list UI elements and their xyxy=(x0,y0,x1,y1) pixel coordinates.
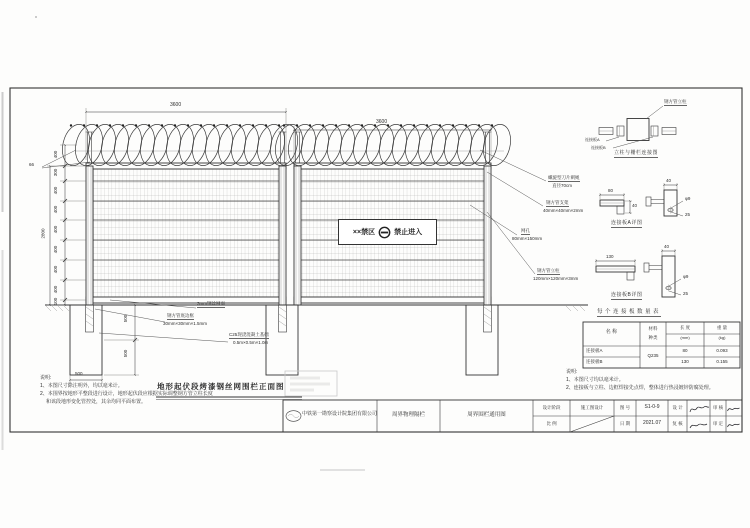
notes-right-title: 说明: xyxy=(566,369,578,375)
titleblock-review-label: 复 核 xyxy=(672,421,683,426)
dim-footing-width: 500 xyxy=(75,371,83,376)
plate-b-hole-dia: φ9 xyxy=(683,274,689,279)
callout-bracket-spec: 40mm×40mm×2mm xyxy=(543,208,584,213)
table-material-value: Q235 xyxy=(647,353,659,358)
detail-conn-caption: 立柱与栅栏连接图 xyxy=(614,151,658,158)
titleblock-no-label: 图 号 xyxy=(619,405,631,410)
plate-a-caption: 连接板A详图 xyxy=(611,221,642,228)
dim-chain-3: 400 xyxy=(53,205,59,214)
table-row-a-weight: 0.093 xyxy=(716,348,728,353)
callout-tiny-mark: 66 xyxy=(29,162,35,167)
callout-column: 钢方管立柱 xyxy=(537,268,560,273)
top-rail-1 xyxy=(86,163,286,169)
plate-b-length: 130 xyxy=(606,254,614,259)
notes-left-title: 说明: xyxy=(40,375,52,381)
table-row-b-weight: 0.155 xyxy=(716,359,728,364)
plate-a-length: 80 xyxy=(608,188,614,193)
table-row-a-length: 80 xyxy=(682,348,688,353)
notes-right-1: 1、本图尺寸均以毫米计。 xyxy=(566,377,624,383)
bottom-rail-1 xyxy=(86,297,286,303)
fence-elevation xyxy=(45,121,588,375)
plate-b-caption: 连接板B详图 xyxy=(611,293,642,300)
callout-razor-wire-spec: 直径70cm xyxy=(552,183,573,188)
detail-conn-plate-b-label: 连接板B xyxy=(591,145,606,150)
dim-footing-upper: 500 xyxy=(123,314,129,323)
callout-mesh-hole-spec: 80mm×150mm xyxy=(512,236,543,241)
dim-chain-6: 400 xyxy=(53,265,59,274)
titleblock-date-label: 日 期 xyxy=(619,421,631,426)
table-header-weight-unit: (kg) xyxy=(718,335,726,340)
plate-b-width: 40 xyxy=(664,244,670,249)
callout-mesh-face: 3mm钢丝网面 xyxy=(197,301,225,306)
titleblock-date-value: 2021.07 xyxy=(642,420,662,426)
mesh-panel-1 xyxy=(93,169,279,297)
titleblock-project: 周界物理隔栏 xyxy=(391,412,425,418)
dim-chain-0: 400 xyxy=(53,150,59,159)
table-header-length-unit: (mm) xyxy=(680,335,690,340)
callout-column-spec: 120mm×120mm×3mm xyxy=(533,276,579,281)
callout-razor-wire: 螺旋型刀片刺绳 xyxy=(548,175,580,180)
razor-coil-2 xyxy=(271,121,514,168)
notes-right-2: 2、连接板与立柱、边框焊接先点焊，整体进行热浸镀锌防腐处理。 xyxy=(566,385,714,391)
dim-panel2-width: 3600 xyxy=(376,119,388,125)
callout-bottom-rail: 钢方管底边框 xyxy=(167,313,194,318)
warning-entry-text: 禁止进入 xyxy=(394,229,423,236)
table-header-material-1: 材料 xyxy=(648,326,658,331)
warning-zone-text: ××禁区 xyxy=(352,229,376,236)
plate-b-hole-offset: 25 xyxy=(683,291,689,296)
dim-chain-2: 400 xyxy=(53,186,59,195)
titleblock-design-label: 设 计 xyxy=(672,405,683,410)
razor-coil-1 xyxy=(58,121,301,168)
view-title: 地形起伏段烤漆钢丝网围栏正面图 xyxy=(157,382,285,391)
notes-left-2: 2、本围界按地形平整段进行设计，地形起伏段应根据实际调整钢方管立柱长度 xyxy=(40,391,213,397)
dim-chain-5: 400 xyxy=(53,245,59,254)
plate-a-hole-offset: 25 xyxy=(685,212,691,217)
callout-foundation-spec: 0.5m×0.5m×1.0m xyxy=(233,340,269,345)
dim-overall-height: 2800 xyxy=(40,228,46,239)
notes-left-3: 和该段地形变化管控处，其余均同平面布置。 xyxy=(46,399,147,405)
titleblock-company: 中铁第一勘察设计院集团有限公司 xyxy=(302,411,378,417)
callout-mesh-hole: 网孔 xyxy=(521,228,530,233)
table-header-weight: 重 量 xyxy=(716,325,728,330)
titleblock-stage-value: 施工图设计 xyxy=(580,405,604,410)
titleblock-drawing-name: 周界围栏通用图 xyxy=(467,412,506,418)
table-title: 每个连接板数量表 xyxy=(597,309,662,315)
table-header-material-2: 种类 xyxy=(648,335,658,340)
dim-chain-4: 400 xyxy=(53,225,59,234)
dim-chain-7: 400 xyxy=(53,285,59,294)
callout-bracket: 钢方管支架 xyxy=(546,200,569,205)
company-logo-icon xyxy=(286,411,301,422)
titleblock-approve-label: 审 定 xyxy=(712,421,724,426)
table-row-b-length: 130 xyxy=(681,359,689,364)
notes-left-1: 1、本图尺寸除注明外，均以毫米计。 xyxy=(40,383,123,389)
dim-panel1-width: 3600 xyxy=(170,102,182,108)
no-entry-icon xyxy=(378,226,391,239)
titleblock-check-label: 审 核 xyxy=(712,405,724,410)
titleblock-no-value: S1-0-9 xyxy=(644,404,660,410)
callout-bottom-rail-spec: 30mm×30mm×1.5mm xyxy=(163,321,208,326)
detail-conn-column-label: 钢方管立柱 xyxy=(664,99,687,104)
table-header-length: 长 度 xyxy=(679,325,691,330)
dim-chain-8: 100 xyxy=(53,297,59,306)
titleblock-stage-label: 设计阶段 xyxy=(542,405,561,410)
titleblock-scale-label: 比 例 xyxy=(546,421,557,426)
warning-sign xyxy=(338,219,437,245)
dim-footing-lower: 500 xyxy=(123,349,129,358)
top-rail-2 xyxy=(294,163,491,169)
plate-a-width-2: 40 xyxy=(666,178,672,183)
table-header-name: 名 称 xyxy=(605,329,618,335)
callout-foundation: C25现浇混凝土基础 xyxy=(229,332,269,337)
table-row-b-name: 连接板B xyxy=(586,359,603,364)
bottom-rail-2 xyxy=(294,297,491,303)
plate-a-width-1: 40 xyxy=(632,203,638,208)
table-row-a-name: 连接板A xyxy=(586,348,603,353)
detail-conn-plate-a-label: 连接板A xyxy=(585,137,600,142)
connection-detail xyxy=(599,106,676,148)
dim-chain-1: 300 xyxy=(53,168,59,177)
plate-a-hole-dia: φ9 xyxy=(685,196,691,201)
